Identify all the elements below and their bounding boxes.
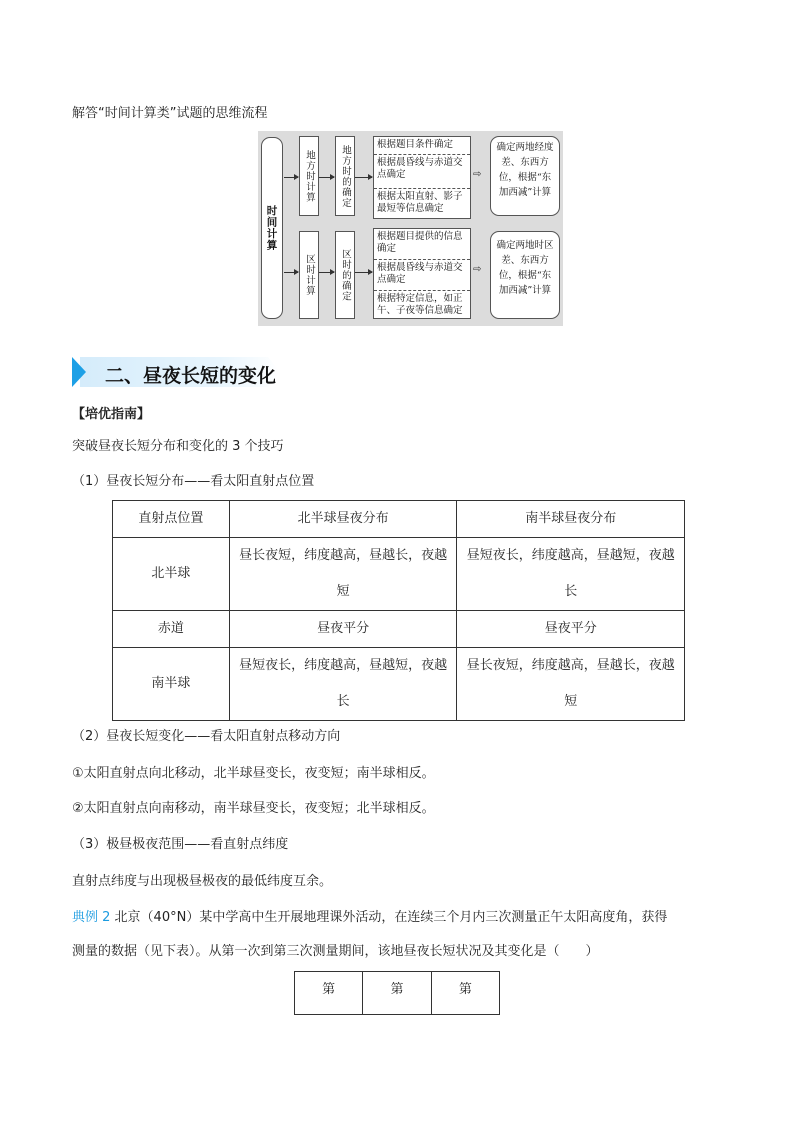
guide-label: 【培优指南】 [72, 407, 151, 422]
table-cell: 第 [431, 972, 499, 1015]
arrow-icon [284, 177, 298, 178]
measurement-table [294, 971, 500, 1015]
table-cell: 昼长夜短，纬度越高，昼越长，夜越短 [229, 538, 457, 611]
table-cell: 北半球 [113, 538, 230, 611]
table-header-row [113, 501, 685, 538]
condition-1: 根据题目提供的信息确定 [377, 231, 463, 254]
condition-2: 根据晨昏线与赤道交点确定 [374, 259, 470, 286]
condition-1: 根据题目条件确定 [377, 139, 454, 150]
arrow-icon [355, 272, 372, 273]
double-arrow-icon: ⇨ [473, 169, 482, 180]
example-line-1 [72, 906, 667, 925]
day-night-distribution-table [112, 500, 685, 721]
local-time-determine: 地方时的确定 [335, 136, 355, 216]
header-cell: 南半球昼夜分布 [457, 501, 685, 538]
condition-2: 根据晨昏线与赤道交点确定 [374, 154, 470, 181]
zone-time-method: 区时计算 [299, 231, 319, 319]
arrow-icon [319, 272, 334, 273]
tip2-item-1: ①太阳直射点向北移动，北半球昼变长，夜变短；南半球相反。 [72, 766, 435, 781]
tips-intro: 突破昼夜长短分布和变化的 3 个技巧 [72, 439, 284, 454]
table-cell: 昼夜平分 [229, 611, 457, 648]
table-row [113, 538, 685, 611]
local-time-conditions [373, 136, 471, 219]
double-arrow-icon: ⇨ [473, 264, 482, 275]
section-title: 二、昼夜长短的变化 [105, 365, 277, 387]
tip3-title: （3）极昼极夜范围——看直射点纬度 [72, 837, 289, 852]
zone-time-conditions [373, 228, 471, 319]
local-time-result: 确定两地经度差、东西方位，根据“东加西减”计算 [490, 136, 560, 216]
tip2-title: （2）昼夜长短变化——看太阳直射点移动方向 [72, 729, 341, 744]
zone-time-determine: 区时的确定 [335, 231, 355, 319]
example-text: 北京（40°N）某中学高中生开展地理课外活动，在连续三个月内三次测量正午太阳高度角，获得 [114, 910, 668, 925]
table-cell: 昼短夜长，纬度越高，昼越短，夜越长 [457, 538, 685, 611]
table-row [113, 648, 685, 721]
tip3-text: 直射点纬度与出现极昼极夜的最低纬度互余。 [72, 874, 333, 889]
condition-3: 根据太阳直射、影子最短等信息确定 [374, 188, 470, 215]
condition-3: 根据特定信息，如正午、子夜等信息确定 [374, 290, 470, 317]
table-cell: 昼短夜长，纬度越高，昼越短，夜越长 [229, 648, 457, 721]
table-cell: 第 [363, 972, 431, 1015]
table-row [295, 972, 500, 1015]
tip1-title: （1）昼夜长短分布——看太阳直射点位置 [72, 474, 315, 489]
header-cell: 北半球昼夜分布 [229, 501, 457, 538]
table-cell: 南半球 [113, 648, 230, 721]
intro-title: 解答“时间计算类”试题的思维流程 [72, 106, 268, 121]
table-cell: 第 [295, 972, 363, 1015]
table-row [113, 611, 685, 648]
tip2-item-2: ②太阳直射点向南移动，南半球昼变长，夜变短；北半球相反。 [72, 801, 435, 816]
table-cell: 昼夜平分 [457, 611, 685, 648]
arrow-icon [319, 177, 334, 178]
zone-time-result: 确定两地时区差、东西方位，根据“东加西减”计算 [490, 231, 560, 319]
table-cell: 赤道 [113, 611, 230, 648]
arrow-icon [284, 272, 298, 273]
table-cell: 昼长夜短，纬度越高，昼越长，夜越短 [457, 648, 685, 721]
example-label: 典例 2 [72, 910, 111, 925]
example-line-2: 测量的数据（见下表）。从第一次到第三次测量期间，该地昼夜长短状况及其变化是（ ） [72, 944, 599, 959]
chevron-right-icon [72, 357, 86, 387]
time-calculation-flowchart [258, 131, 563, 326]
diagram-root: 时间计算 [261, 137, 283, 319]
local-time-method: 地方时计算 [299, 136, 319, 216]
arrow-icon [355, 177, 372, 178]
header-cell: 直射点位置 [113, 501, 230, 538]
